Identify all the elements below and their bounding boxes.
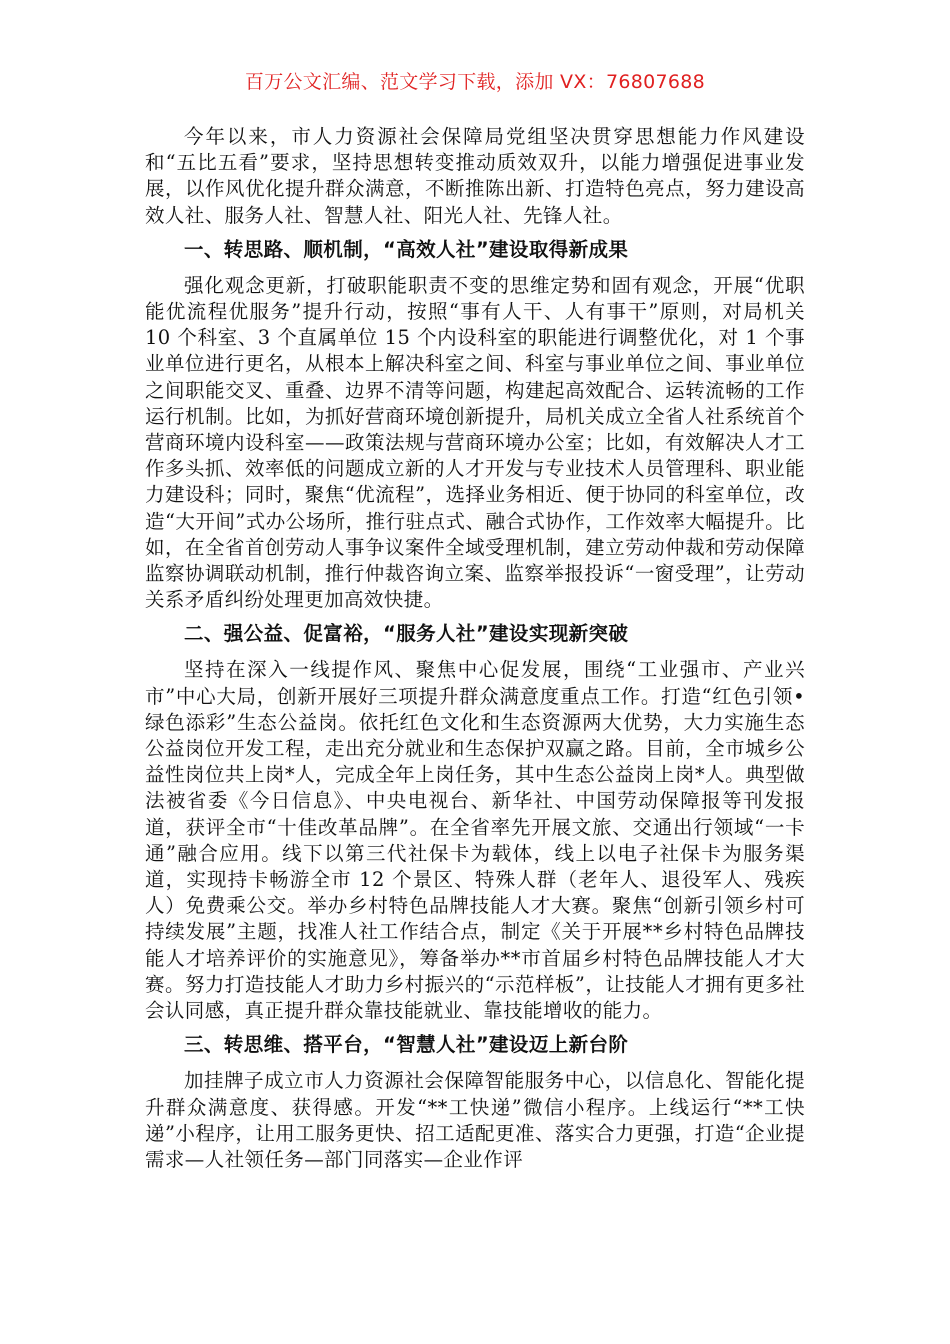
section-3-heading: 三、转思维、搭平台，“智慧人社”建设迈上新台阶: [184, 1033, 629, 1057]
intro-paragraph: 今年以来，市人力资源社会保障局党组坚决贯穿思想能力作风建设和“五比五看”要求，坚持思想转变推动质效双升，以能力增强促进事业发展，以作风优化提升群众满意，不断推陈出新、打造特色亮点，努力建设高效人社、服务人社、智慧人社、阳光人社、先锋人社。: [145, 125, 805, 227]
section-1-paragraph: 强化观念更新，打破职能职责不变的思维定势和固有观念，开展“优职能优流程优服务”提升行动，按照“事有人干、人有事干”原则，对局机关 10 个科室、3 个直属单位 15 个内设科室的职能进行调整优化，对 1 个事业单位进行更名，从根本上解决科室之间、科室与事业单位之间、事业单位之间职能交叉、重叠、边界不清等问题，构建起高效配合、运转流畅的工作运行机制。比如，为抓好营商环境创新提升，局机关成立全省人社系统首个营商环境内设科室——政策法规与营商环境办公室；比如，有效解决人才工作多头抓、效率低的问题成立新的人才开发与专业技术人员管理科、职业能力建设科；同时，聚焦“优流程”，选择业务相近、便于协同的科室单位，改造“大开间”式办公场所，推行驻点式、融合式协作，工作效率大幅提升。比如，在全省首创劳动人事争议案件全域受理机制，建立劳动仲裁和劳动保障监察协调联动机制，推行仲裁咨询立案、监察举报投诉“一窗受理”，让劳动关系矛盾纠纷处理更加高效快捷。: [145, 273, 805, 612]
section-2-heading: 二、强公益、促富裕，“服务人社”建设实现新突破: [184, 622, 629, 646]
document-body: [145, 124, 805, 1173]
download-banner: 百万公文汇编、范文学习下载，添加 VX：76807688: [244, 71, 706, 93]
section-3-paragraph: 加挂牌子成立市人力资源社会保障智能服务中心，以信息化、智能化提升群众满意度、获得感。开发“**工快递”微信小程序。上线运行“**工快递”小程序，让用工服务更快、招工适配更准、落实合力更强，打造“企业提需求—人社领任务—部门同落实—企业作评: [145, 1069, 805, 1171]
section-2-paragraph: 坚持在深入一线提作风、聚焦中心促发展，围绕“工业强市、产业兴市”中心大局，创新开展好三项提升群众满意度重点工作。打造“红色引领•绿色添彩”生态公益岗。依托红色文化和生态资源两大优势，大力实施生态公益岗位开发工程，走出充分就业和生态保护双赢之路。目前，全市城乡公益性岗位共上岗*人，完成全年上岗任务，其中生态公益岗上岗*人。典型做法被省委《今日信息》、中央电视台、新华社、中国劳动保障报等刊发报道，获评全市“十佳改革品牌”。在全省率先开展文旅、交通出行领域“一卡通”融合应用。线下以第三代社保卡为载体，线上以电子社保卡为服务渠道，实现持卡畅游全市 12 个景区、特殊人群（老年人、退役军人、残疾人）免费乘公交。举办乡村特色品牌技能人才大赛。聚焦“创新引领乡村可持续发展”主题，找准人社工作结合点，制定《关于开展**乡村特色品牌技能人才培养评价的实施意见》，筹备举办**市首届乡村特色品牌技能人才大赛。努力打造技能人才助力乡村振兴的“示范样板”，让技能人才拥有更多社会认同感，真正提升群众靠技能就业、靠技能增收的能力。: [145, 658, 805, 1023]
section-1-heading: 一、转思路、顺机制，“高效人社”建设取得新成果: [184, 237, 629, 261]
